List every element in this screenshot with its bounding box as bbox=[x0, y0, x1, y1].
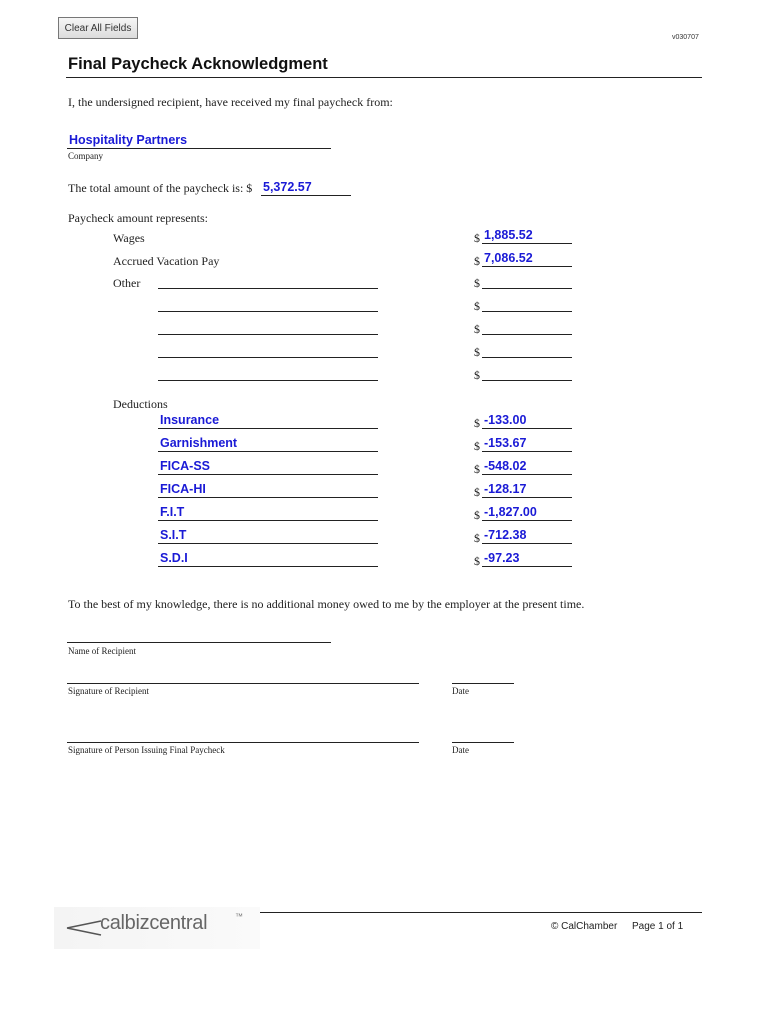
other-label: Other bbox=[113, 276, 141, 290]
dollar-sign: $ bbox=[474, 276, 480, 290]
dollar-sign: $ bbox=[474, 531, 480, 545]
deduction-amount: -548.02 bbox=[484, 459, 527, 473]
total-label: The total amount of the paycheck is: $ bbox=[68, 181, 253, 195]
issuer-signature-field[interactable] bbox=[67, 727, 419, 743]
other-description-field[interactable] bbox=[158, 273, 378, 289]
recipient-date-field[interactable] bbox=[452, 668, 514, 684]
dollar-sign: $ bbox=[474, 254, 480, 268]
footer-logo bbox=[54, 907, 260, 949]
dollar-sign: $ bbox=[474, 345, 480, 359]
copyright-text: © CalChamber bbox=[551, 921, 618, 932]
version-label: v030707 bbox=[672, 34, 699, 41]
deduction-amount-field[interactable] bbox=[482, 551, 572, 567]
deduction-amount-field[interactable] bbox=[482, 413, 572, 429]
other-description-field[interactable] bbox=[158, 319, 378, 335]
other-description-field[interactable] bbox=[158, 296, 378, 312]
vacation-pay-label: Accrued Vacation Pay bbox=[113, 254, 220, 268]
dollar-sign: $ bbox=[474, 299, 480, 313]
no-additional-money-statement: To the best of my knowledge, there is no additional money owed to me by the employer at the present time. bbox=[68, 597, 585, 611]
deduction-description-field[interactable] bbox=[158, 436, 378, 452]
deduction-description-field[interactable] bbox=[158, 459, 378, 475]
page-number: Page 1 of 1 bbox=[632, 921, 684, 932]
company-label: Company bbox=[68, 151, 103, 161]
other-amount-field[interactable] bbox=[482, 319, 572, 335]
dollar-sign: $ bbox=[474, 368, 480, 382]
wages-label: Wages bbox=[113, 231, 145, 245]
deduction-description: Insurance bbox=[160, 413, 220, 427]
recipient-signature-field[interactable] bbox=[67, 668, 419, 684]
dollar-sign: $ bbox=[474, 554, 480, 568]
intro-text: I, the undersigned recipient, have received my final paycheck from: bbox=[68, 95, 393, 109]
issuer-signature-label: Signature of Person Issuing Final Paycheck bbox=[68, 745, 225, 755]
deduction-amount-field[interactable] bbox=[482, 528, 572, 544]
deduction-description: FICA-HI bbox=[160, 482, 206, 496]
deduction-amount-field[interactable] bbox=[482, 436, 572, 452]
company-value: Hospitality Partners bbox=[69, 133, 188, 147]
total-amount-field[interactable] bbox=[261, 180, 351, 196]
deduction-description: FICA-SS bbox=[160, 459, 210, 473]
deduction-amount: -712.38 bbox=[484, 528, 527, 542]
deduction-amount-field[interactable] bbox=[482, 505, 572, 521]
other-description-field[interactable] bbox=[158, 342, 378, 358]
deduction-amount: -97.23 bbox=[484, 551, 520, 565]
deduction-description: Garnishment bbox=[160, 436, 238, 450]
page-title: Final Paycheck Acknowledgment bbox=[68, 55, 328, 73]
vacation-pay-amount-field[interactable] bbox=[482, 251, 572, 267]
deduction-description-field[interactable] bbox=[158, 505, 378, 521]
recipient-date-label: Date bbox=[452, 686, 469, 696]
other-description-field[interactable] bbox=[158, 365, 378, 381]
deduction-amount: -128.17 bbox=[484, 482, 527, 496]
deduction-description: S.I.T bbox=[160, 528, 187, 542]
dollar-sign: $ bbox=[474, 485, 480, 499]
wages-amount-value: 1,885.52 bbox=[484, 228, 533, 242]
issuer-date-label: Date bbox=[452, 745, 469, 755]
other-amount-field[interactable] bbox=[482, 342, 572, 358]
company-field[interactable] bbox=[67, 133, 331, 149]
deduction-description-field[interactable] bbox=[158, 528, 378, 544]
dollar-sign: $ bbox=[474, 439, 480, 453]
deduction-amount-field[interactable] bbox=[482, 459, 572, 475]
recipient-name-field[interactable] bbox=[67, 627, 331, 643]
deduction-description-field[interactable] bbox=[158, 413, 378, 429]
wages-amount-field[interactable] bbox=[482, 228, 572, 244]
trademark-symbol: ™ bbox=[235, 912, 243, 921]
calbizcentral-swoosh-icon bbox=[66, 919, 102, 937]
vacation-pay-amount-value: 7,086.52 bbox=[484, 251, 533, 265]
deduction-amount-field[interactable] bbox=[482, 482, 572, 498]
total-amount-value: 5,372.57 bbox=[263, 180, 312, 194]
clear-all-fields-button[interactable]: Clear All Fields bbox=[58, 17, 138, 39]
deduction-description-field[interactable] bbox=[158, 482, 378, 498]
issuer-date-field[interactable] bbox=[452, 727, 514, 743]
deduction-amount: -133.00 bbox=[484, 413, 527, 427]
other-amount-field[interactable] bbox=[482, 296, 572, 312]
other-amount-field[interactable] bbox=[482, 365, 572, 381]
dollar-sign: $ bbox=[474, 322, 480, 336]
title-rule bbox=[66, 77, 702, 78]
dollar-sign: $ bbox=[474, 508, 480, 522]
deductions-label: Deductions bbox=[113, 397, 168, 411]
represents-label: Paycheck amount represents: bbox=[68, 211, 208, 225]
recipient-signature-label: Signature of Recipient bbox=[68, 686, 149, 696]
deduction-description: S.D.I bbox=[160, 551, 188, 565]
calbizcentral-logo-text: calbizcentral bbox=[100, 912, 208, 934]
deduction-amount: -1,827.00 bbox=[484, 505, 537, 519]
deduction-description-field[interactable] bbox=[158, 551, 378, 567]
other-amount-field[interactable] bbox=[482, 273, 572, 289]
deduction-description: F.I.T bbox=[160, 505, 185, 519]
dollar-sign: $ bbox=[474, 231, 480, 245]
recipient-name-label: Name of Recipient bbox=[68, 646, 136, 656]
dollar-sign: $ bbox=[474, 416, 480, 430]
deduction-amount: -153.67 bbox=[484, 436, 527, 450]
dollar-sign: $ bbox=[474, 462, 480, 476]
